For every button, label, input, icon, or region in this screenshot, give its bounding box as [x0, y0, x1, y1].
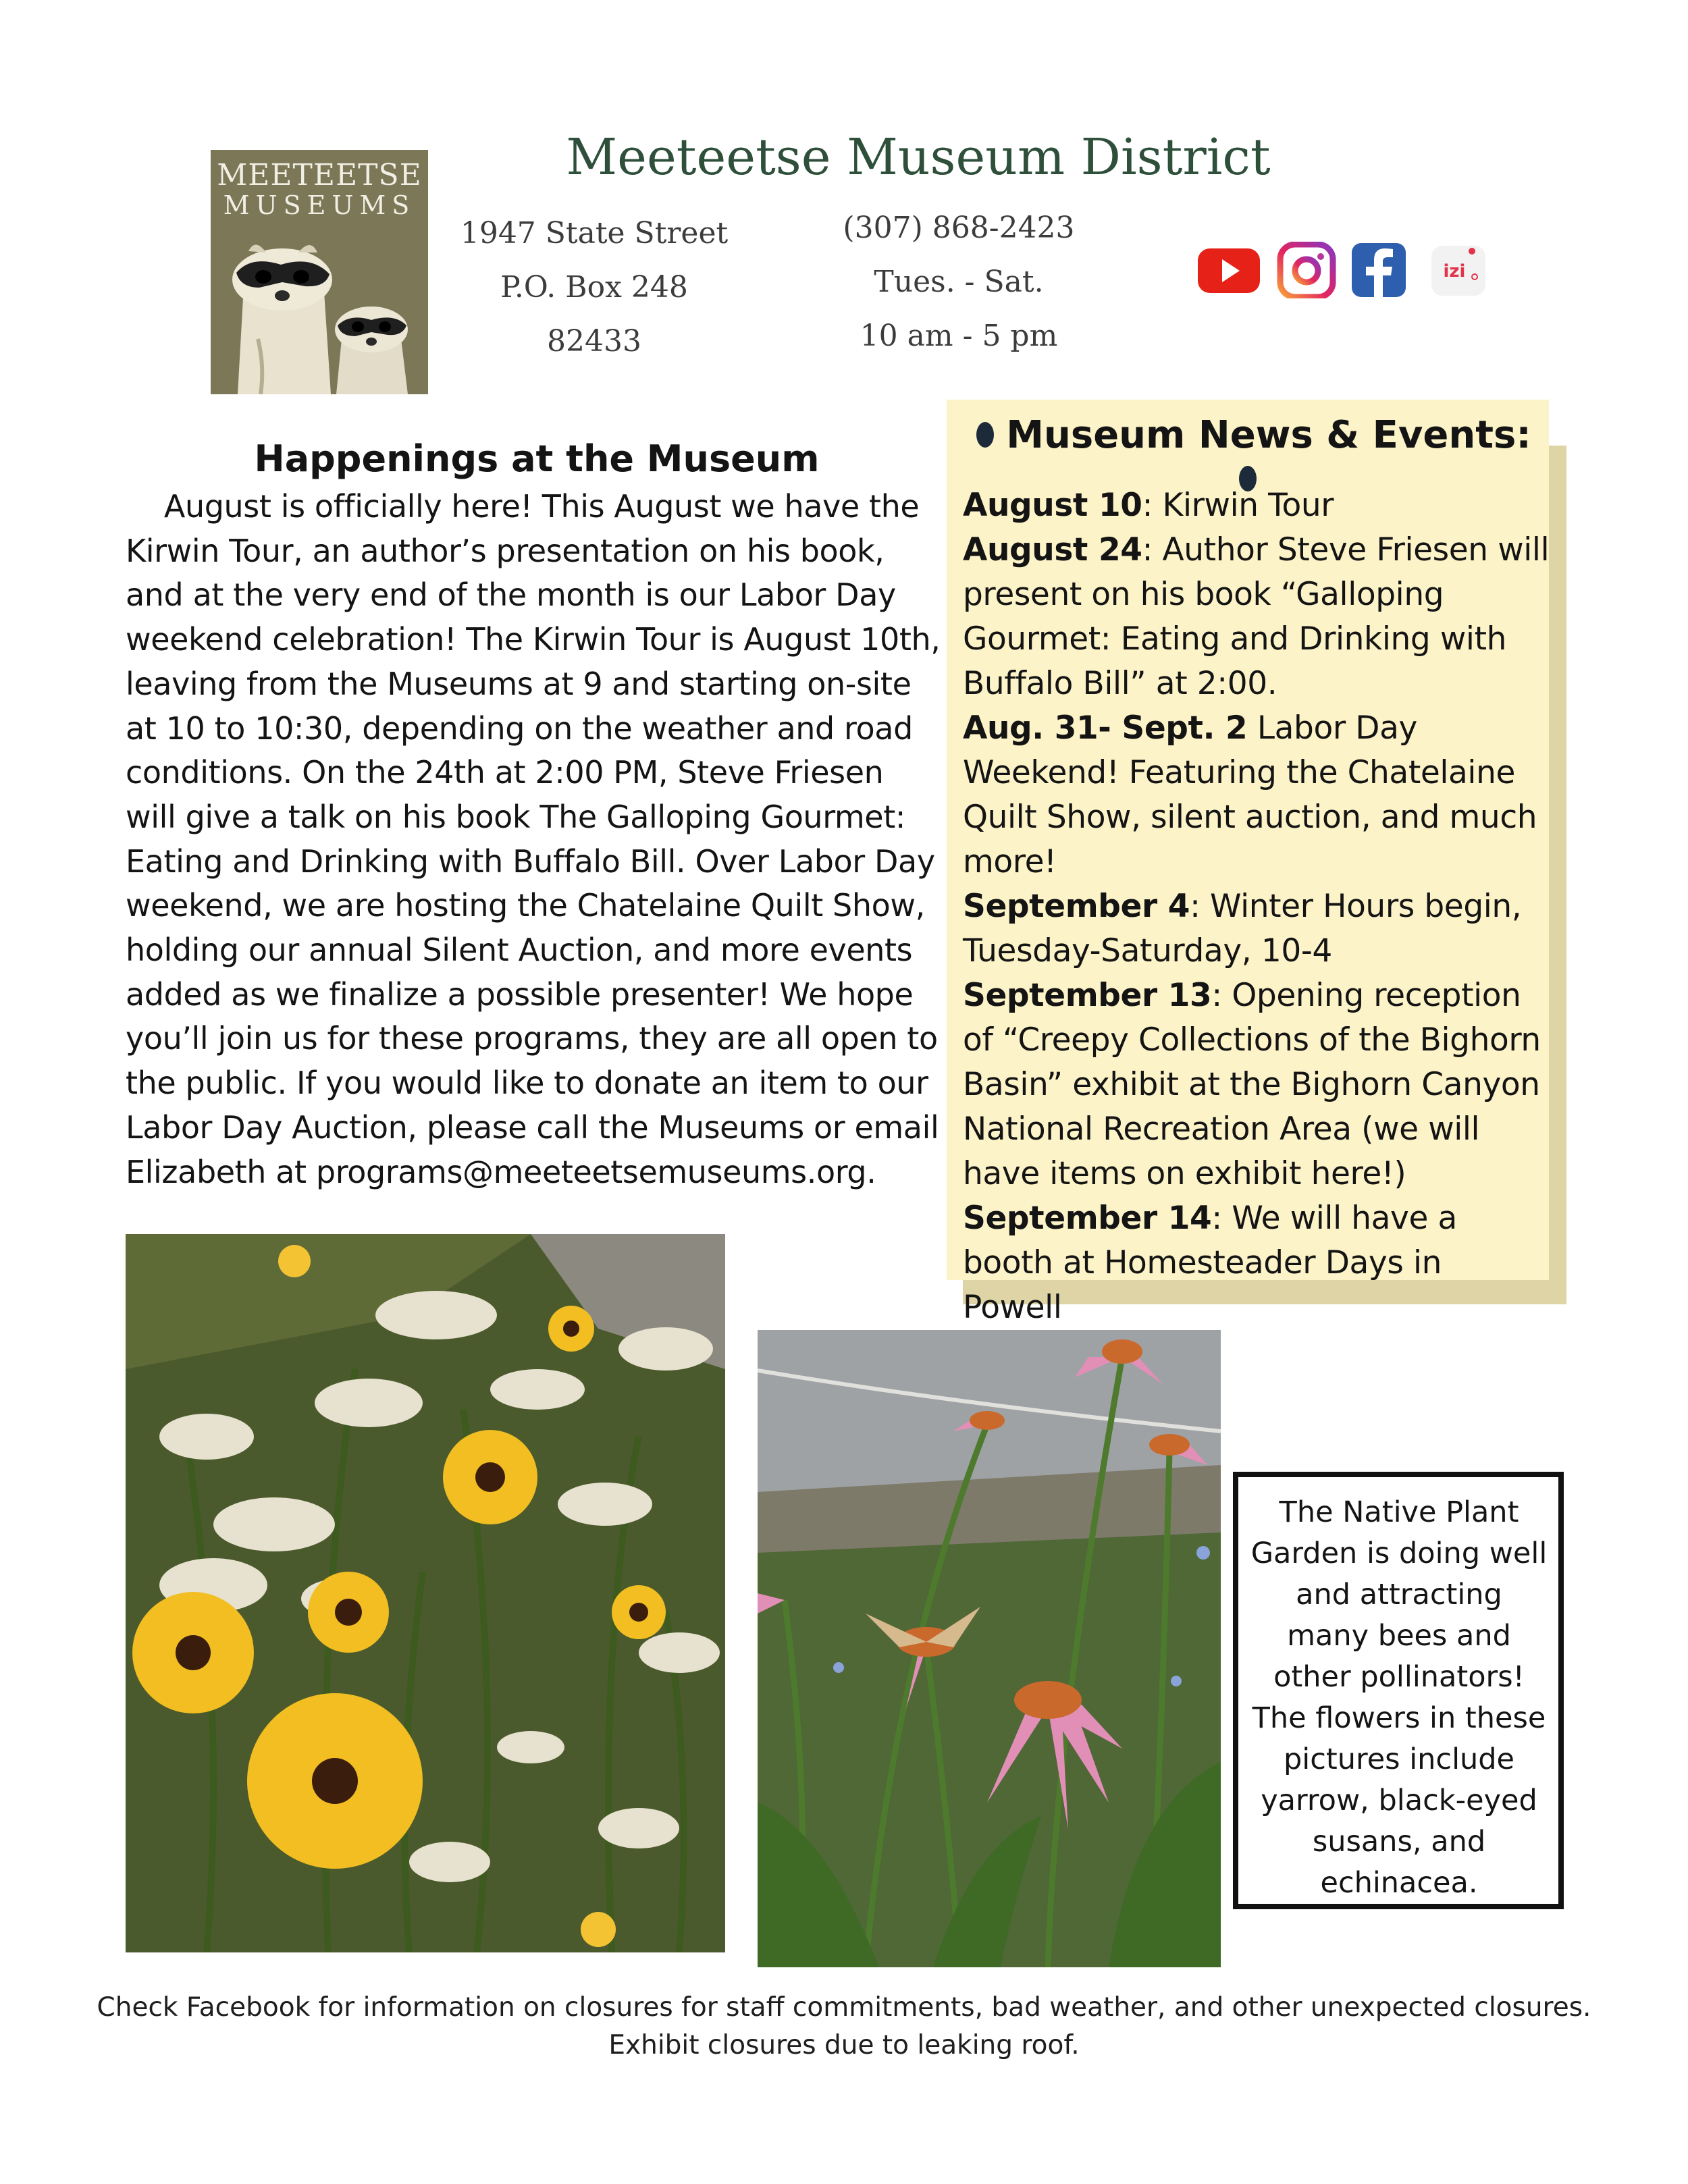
izi-travel-icon[interactable] — [1427, 242, 1489, 298]
happenings-heading: Happenings at the Museum — [254, 437, 820, 480]
event-text: Opening reception of “Creepy Collections of the Bighorn Basin” exhibit at the Bighorn Canyon National Recreation Area (we will have items on exhibit here!) — [963, 977, 1541, 1192]
event-text: We will have a booth at Homesteader Days in Powell — [963, 1200, 1457, 1326]
event-item: September 14: We will have a booth at Homesteader Days in Powell — [963, 1200, 1457, 1326]
event-text: Labor Day Weekend! Featuring the Chatelaine Quilt Show, silent auction, and much more! — [963, 710, 1537, 880]
event-date: September 4 — [963, 888, 1190, 925]
district-title: Meeteetse Museum District — [566, 128, 1271, 186]
closure-notice — [68, 1989, 1620, 2065]
happenings-text: August is officially here! This August we have the Kirwin Tour, an author’s presentation on his book, and at the very end of the month is our Labor Day weekend celebration! The Kirwin Tour is August 10th, leaving from the Museums at 9 and starting on-site at 10 to 10:30, depending on the weather and road conditions. On the 24th at 2:00 PM, Steve Friesen will give a talk on his book The Galloping Gourmet: Eating and Drinking with Buffalo Bill. Over Labor Day weekend, we are hosting the Chatelaine Quilt Show, holding our annual Silent Auction, and more events added as we finalize a possible presenter! We hope you’ll join us for these programs, they are all open to the public. If you would like to donate an item to our Labor Day Auction, please call the Museums or email Elizabeth at programs@meeteetsemuseums.org. — [126, 488, 941, 1190]
closure-notice-line1: Check Facebook for information on closures for staff commitments, bad weather, and other unexpected closures. — [97, 1992, 1591, 2023]
po-box: P.O. Box 248 — [500, 270, 688, 304]
event-item — [963, 706, 1550, 884]
event-text: Winter Hours begin, Tuesday-Saturday, 10-4 — [963, 888, 1522, 969]
event-item: September 4: Winter Hours begin, Tuesday-Saturday, 10-4 — [963, 888, 1522, 969]
event-date: August 24 — [963, 531, 1142, 568]
event-date: September 14 — [963, 1200, 1212, 1237]
street-address: 1947 State Street — [460, 216, 729, 250]
event-text: Kirwin Tour — [1153, 487, 1334, 524]
happenings-paragraph — [126, 485, 941, 1194]
news-events-list — [963, 483, 1550, 1330]
contact-hours — [817, 201, 1101, 363]
instagram-icon[interactable] — [1275, 242, 1337, 298]
facebook-icon[interactable] — [1348, 242, 1410, 298]
news-title-text: Museum News & Events: — [1006, 413, 1531, 457]
event-item: August 24: Author Steve Friesen will present on his book “Galloping Gourmet: Eating and Drinking with Buffalo Bill” at 2:00. — [963, 531, 1550, 702]
native-plant-caption: The Native Plant Garden is doing well and attracting many bees and other pollinators! The flowers in these pictures include yarrow, black-eyed susans, and echinacea. — [1250, 1495, 1548, 1900]
izi-label: izi — [1443, 261, 1466, 282]
open-days: Tues. - Sat. — [874, 265, 1044, 299]
phone-number: (307) 868-2423 — [843, 211, 1075, 245]
event-date: August 10 — [963, 487, 1142, 524]
garden-photo-echinacea — [758, 1330, 1221, 1967]
open-hours: 10 am - 5 pm — [860, 319, 1058, 353]
mailing-address — [459, 207, 729, 369]
event-date: Aug. 31- Sept. 2 — [963, 710, 1248, 747]
event-item: September 13: Opening reception of “Creepy Collections of the Bighorn Basin” exhibit at the Bighorn Canyon National Recreation Area (we will have items on exhibit here!) — [963, 977, 1541, 1192]
logo-text-line1: MEETEETSE — [217, 158, 422, 192]
event-text: Author Steve Friesen will present on his book “Galloping Gourmet: Eating and Drinking with Buffalo Bill” at 2:00. — [963, 531, 1550, 702]
garden-photo-black-eyed-susans — [126, 1234, 725, 1952]
native-plant-caption-box — [1233, 1472, 1564, 1909]
museum-logo — [211, 150, 428, 394]
closure-notice-line2: Exhibit closures due to leaking roof. — [608, 2030, 1080, 2060]
bullet-icon — [976, 422, 994, 448]
logo-text-line2: MUSEUMS — [223, 190, 416, 220]
ferrets-illustration — [211, 217, 428, 394]
event-item: August 10: Kirwin Tour — [963, 487, 1334, 524]
youtube-icon[interactable] — [1198, 242, 1260, 298]
zip-code: 82433 — [547, 324, 641, 358]
event-date: September 13 — [963, 977, 1212, 1014]
